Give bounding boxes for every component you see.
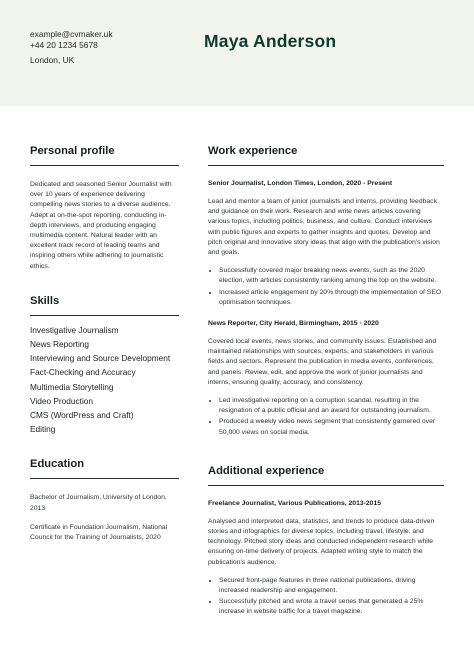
achievement-item: • Led investigative reporting on a corruption scandal, resulting in the resignation of a public official and an award for outstanding journalism.: [219, 396, 444, 416]
education-item: Certificate in Foundation Journalism, National Council for the Training of Journalists, 2020: [30, 523, 168, 542]
job-title: Freelance Journalist, Various Publications, 2013-2015: [208, 499, 382, 507]
contact-location: London, UK: [30, 55, 75, 65]
profile-heading: Personal profile: [30, 145, 115, 157]
additional-heading: Additional experience: [208, 464, 325, 477]
skill-item: CMS (WordPress and Craft): [30, 410, 134, 421]
section-divider: [30, 165, 179, 166]
job-achievements: [208, 396, 444, 438]
job-title: Senior Journalist, London Times, London, 2020 - Present: [208, 180, 393, 187]
left-column: [30, 144, 179, 552]
job-summary: Analysed and interpreted data, statistics, and trends to produce data-driven stories and infographics for diverse topics, including travel, lifestyle, and technology. Pitched story ideas and conducted independent research while ensuring on-time delivery of projects. Adapted writing style to match the publication's audience.: [208, 517, 435, 566]
skills-heading: Skills: [30, 294, 60, 307]
section-divider: [30, 315, 179, 316]
achievement-item: • Increased article engagement by 20% through the implementation of SEO optimisation techniques.: [219, 288, 444, 308]
skill-item: Multimedia Storytelling: [30, 381, 114, 392]
skill-item: Fact-Checking and Accuracy: [30, 367, 136, 378]
skill-item: News Reporting: [30, 339, 90, 350]
contact-info: [30, 29, 113, 66]
job-summary: Lead and mentor a team of junior journalists and interns, providing feedback and guidance on their work. Research and write news articles covering various topics, including politics, business, and culture. Conduct interviews with public figures and experts to gather insights and quotes. Develop and pitch original and innovative story ideas that align with the publication's vision and goals.: [208, 198, 440, 257]
contact-phone: +44 20 1234 5678: [30, 40, 98, 50]
education-item: Bachelor of Journalism, University of London, 2013: [30, 494, 167, 512]
job-achievements: [208, 576, 444, 618]
skill-item: Investigative Journalism: [30, 324, 119, 335]
right-column: [208, 144, 444, 619]
skill-item: Video Production: [30, 395, 94, 406]
skill-item: Interviewing and Source Development: [30, 353, 171, 364]
job-achievements: [208, 266, 444, 308]
achievement-item: • Produced a weekly video news segment that consistently garnered over 50,000 views on social media.: [219, 417, 444, 437]
candidate-name: Maya Anderson: [204, 31, 337, 51]
job-summary: Covered local events, news stories, and community issues. Established and maintained relationships with sources, experts, and stakeholders in various fields and sectors. Represent the publication in media events, conferences, and panels. Review, edit, and approve the work of junior journalists and interns, ensuring quality, accuracy, and consistency.: [208, 338, 437, 386]
profile-text: Dedicated and seasoned Senior Journalist with over 10 years of experience delivering compelling news stories to a diverse audience. Adept at on-the-spot reporting, conducting in-depth interviews, and producing engaging multimedia content. Natural leader with an excellent track record of leading teams and inspiring others while adhering to journalistic ethics.: [30, 181, 172, 270]
job-title: News Reporter, City Herald, Birmingham, 2015 - 2020: [208, 320, 379, 328]
skills-list: [30, 323, 179, 437]
section-divider: [208, 165, 444, 166]
skill-item: Editing: [30, 424, 56, 435]
education-heading: Education: [30, 458, 85, 471]
achievement-item: • Successfully covered major breaking news events, such as the 2020 election, with articles consistently ranking among the top on the website.: [219, 266, 444, 286]
contact-email[interactable]: example@cvmaker.uk: [30, 29, 113, 39]
achievement-item: • Successfully pitched and wrote a travel series that generated a 25% increase in website traffic for a travel magazine.: [219, 597, 444, 617]
achievement-item: • Secured front-page features in three national publications, driving increased readership and engagement.: [219, 576, 444, 596]
work-heading: Work experience: [208, 145, 298, 157]
section-divider: [208, 485, 444, 486]
resume-header: [0, 0, 474, 106]
section-divider: [30, 478, 179, 479]
